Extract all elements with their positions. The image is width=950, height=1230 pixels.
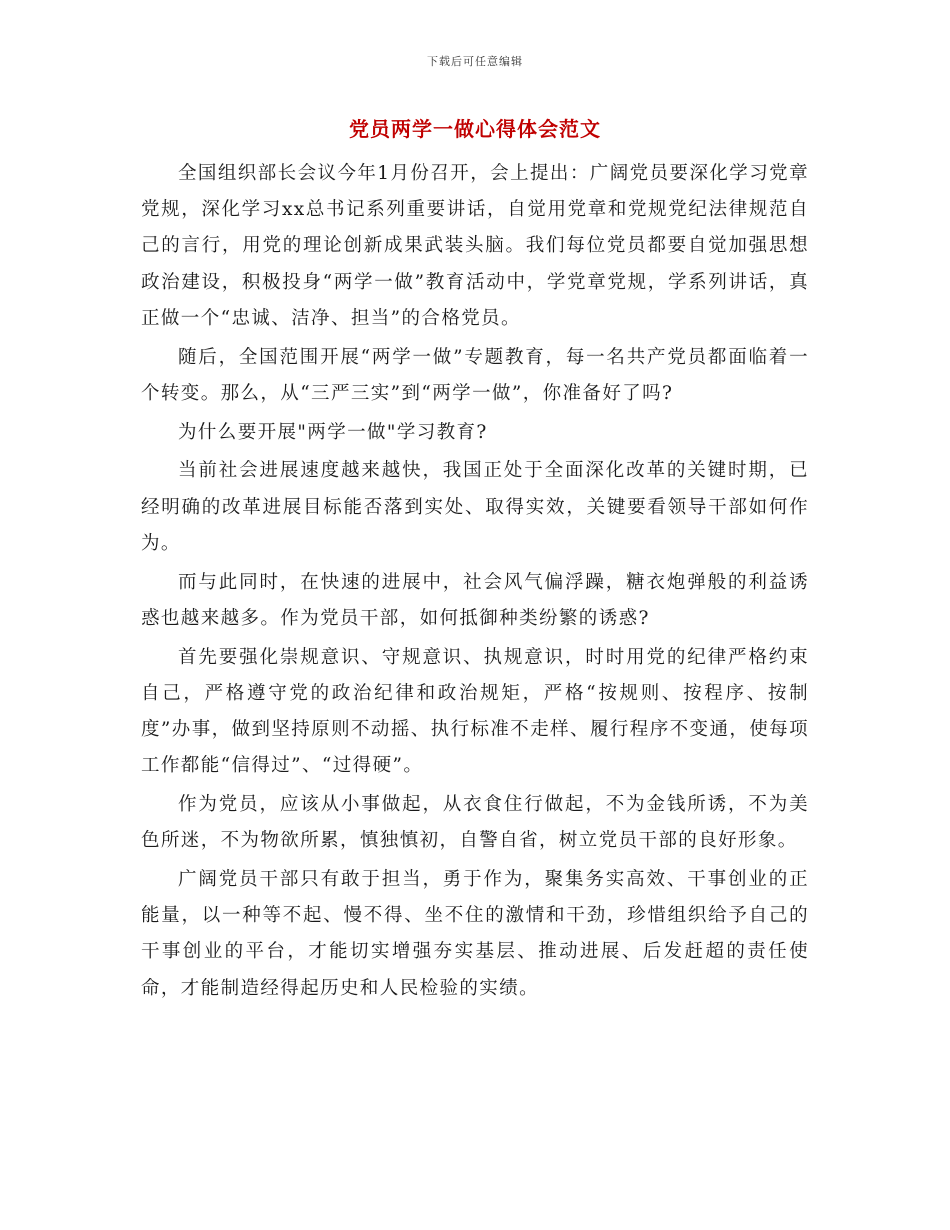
header-note: 下载后可任意编辑 [427, 55, 523, 68]
paragraph: 首先要强化崇规意识、守规意识、执规意识，时时用党的纪律严格约束自己，严格遵守党的政治纪律和政治规矩，严格“按规则、按程序、按制度”办事，做到坚持原则不动摇、执行标准不走样、履行程序不变通，使每项工作都能“信得过”、“过得硬”。 [141, 646, 809, 777]
paragraph: 全国组织部长会议今年1月份召开，会上提出：广阔党员要深化学习党章党规，深化学习xx总书记系列重要讲话，自觉用党章和党规党纪法律规范自己的言行，用党的理论创新成果武装头脑。我们每位党员都要自觉加强思想政治建设，积极投身“两学一做”教育活动中，学党章党规，学系列讲话，真正做一个“忠诚、洁净、担当”的合格党员。 [141, 163, 809, 329]
paragraph: 为什么要开展"两学一做"学习教育? [178, 421, 488, 443]
paragraph: 广阔党员干部只有敢于担当，勇于作为，聚集务实高效、干事创业的正能量，以一种等不起、慢不得、坐不住的激情和干劲，珍惜组织给予自己的干事创业的平台，才能切实增强夯实基层、推动进展、后发赶超的责任使命，才能制造经得起历史和人民检验的实绩。 [141, 869, 809, 999]
document-body [141, 156, 809, 1009]
paragraph: 当前社会进展速度越来越快，我国正处于全面深化改革的关键时期，已经明确的改革进展目标能否落到实处、取得实效，关键要看领导干部如何作为。 [141, 460, 809, 554]
paragraph: 而与此同时，在快速的进展中，社会风气偏浮躁，糖衣炮弹般的利益诱惑也越来越多。作为党员干部，如何抵御种类纷繁的诱惑? [141, 571, 809, 629]
document-title: 党员两学一做心得体会范文 [349, 117, 601, 141]
paragraph: 随后，全国范围开展“两学一做”专题教育，每一名共产党员都面临着一个转变。那么，从“三严三实”到“两学一做”，你准备好了吗? [141, 346, 809, 404]
paragraph: 作为党员，应该从小事做起，从衣食住行做起，不为金钱所诱，不为美色所迷，不为物欲所累，慎独慎初，自警自省，树立党员干部的良好形象。 [141, 794, 809, 852]
